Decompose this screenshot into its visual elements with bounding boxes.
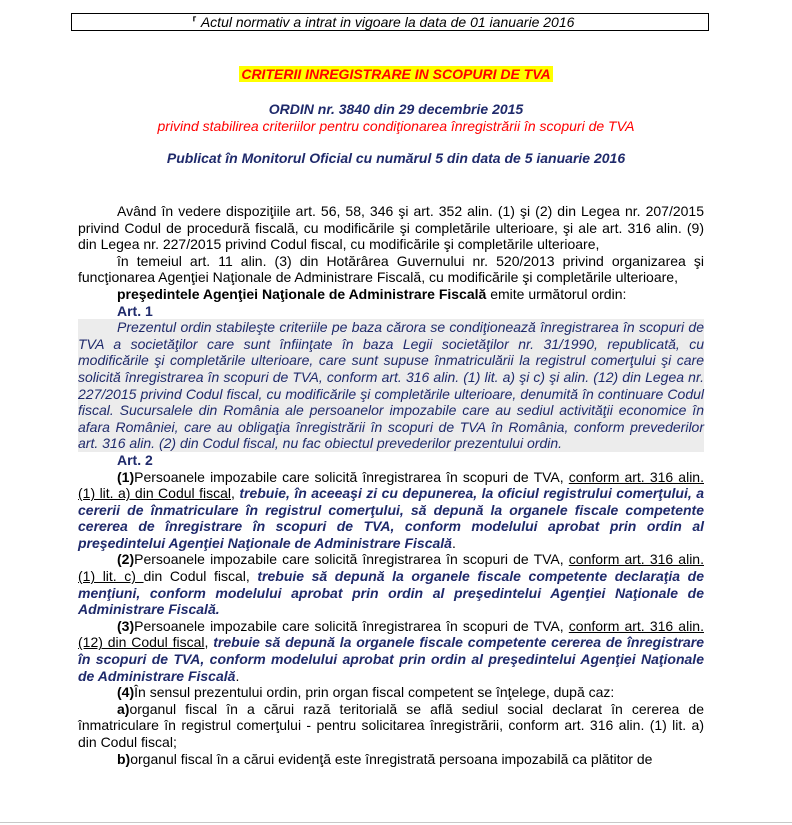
emphasized-text: trebuie să depună la organele fiscale competente cererea de înregistrare în scopuri de TVA, conform modelului aprobat prin ordin al preşedintelui Agenţiei Naţionale de Administrare Fiscală: [78, 634, 705, 684]
paragraph-text: ,: [230, 485, 240, 502]
paragraph-text: organul fiscal în a cărui evidenţă este înregistrată persoana impozabilă ca plătitor de: [130, 750, 653, 767]
letter-marker: b): [117, 750, 131, 767]
paragraph-text: .: [451, 534, 456, 551]
paragraph-text: Persoanele impozabile care solicită înregistrarea în scopuri de TVA,: [134, 617, 569, 634]
effective-date-notice: [71, 13, 709, 31]
article-2-paragraph-4: [78, 684, 704, 701]
article-2-letter-b: [78, 751, 704, 768]
publication-note: Publicat în Monitorul Oficial cu numărul 5 din data de 5 ianuarie 2016: [166, 150, 626, 166]
paragraph-text: .: [235, 667, 240, 684]
letter-marker: a): [117, 700, 130, 717]
paragraph-text: organul fiscal în a cărui rază teritorială se află sediul social declarat în cererea de înmatriculare în registrul comerţului - pentru solicitarea înregistrării, conform art. 316 alin. (1) lit. a) din Codul fiscal;: [78, 700, 704, 750]
issuer-action: emite următorul ordin:: [486, 285, 627, 302]
paragraph-text: Persoanele impozabile care solicită înregistrarea în scopuri de TVA,: [134, 468, 569, 485]
legal-reference-link[interactable]: conform art. 316 alin. (12) din Codul fiscal: [78, 617, 704, 651]
issuer: preşedintele Agenţiei Naţionale de Administrare Fiscală: [117, 285, 487, 302]
paragraph-text: În sensul prezentului ordin, prin organ fiscal competent se înţelege, după caz:: [134, 684, 615, 701]
order-subject: privind stabilirea criteriilor pentru condiţionarea înregistrării în scopuri de TVA: [157, 118, 635, 134]
paragraph-text: Persoanele impozabile care solicită înregistrarea în scopuri de TVA,: [134, 551, 569, 568]
notice-text: Actul normativ a intrat in vigoare la data de 01 ianuarie 2016: [197, 14, 575, 30]
paragraph-number: (3): [117, 617, 135, 634]
legal-reference-link[interactable]: conform art. 316 alin. (1) lit. a) din Codul fiscal: [78, 468, 704, 502]
preamble-paragraph-1: Având în vedere dispoziţiile art. 56, 58, 346 şi art. 352 alin. (1) şi (2) din Legea nr. 207/2015 privind Codul de procedură fiscală, cu modificările şi completările ulterioare, şi ale art. 316 alin. (9) din Legea nr. 227/2015 privind Codul fiscal, cu modificările şi completările ulterioare,: [78, 203, 704, 253]
article-1-heading: Art. 1: [117, 302, 153, 319]
page-bottom-divider: [0, 822, 792, 823]
paragraph-number: (1): [117, 468, 135, 485]
article-1-text: Prezentul ordin stabileşte criteriile pe baza cărora se condiţionează înregistrarea în scopuri de TVA a societăţilor care sunt înfiinţate în baza Legii societăţilor nr. 31/1990, republicată, cu modificările şi completările ulterioare, care sunt supuse înmatriculării la registrul comerţului şi care solicită înregistrarea în scopuri de TVA, conform art. 316 alin. (1) lit. a) şi c) şi alin. (12) din Legea nr. 227/2015 privind Codul fiscal, cu modificările şi completările ulterioare, denumită în continuare Codul fiscal. Sucursalele din România ale persoanelor impozabile care au sediul activităţii economice în afara României, care au obligaţia înregistrării în scopuri de TVA în România, conform prevederilor art. 316 alin. (2) din Codul fiscal, nu fac obiectul prevederilor prezentului ordin.: [78, 319, 704, 452]
paragraph-text: din Codul fiscal,: [143, 568, 258, 585]
order-number: ORDIN nr. 3840 din 29 decembrie 2015: [268, 101, 524, 117]
emphasized-text: trebuie, în aceeaşi zi cu depunerea, la oficiul registrului comerţului, a cererii de înmatriculare în registrul comerţului, să depună la organele fiscale competente cererea de înregistrare în scopuri de TVA, conform modelului aprobat prin ordin al preşedintelui Agenţiei Naţionale de Administrare Fiscală: [78, 485, 704, 551]
emphasized-text: trebuie să depună la organele fiscale competente declaraţia de menţiuni, conform modelului aprobat prin ordin al preşedintelui Agenţiei Naţionale de Administrare Fiscală.: [78, 568, 705, 618]
article-2-paragraph-3: [78, 618, 704, 684]
paragraph-number: (4): [117, 684, 135, 701]
article-2-letter-a: [78, 701, 704, 751]
document-body: [78, 203, 704, 767]
article-2-heading: Art. 2: [117, 451, 153, 468]
title-block: [0, 66, 792, 84]
article-2-paragraph-1: [78, 469, 704, 552]
paragraph-text: ,: [204, 634, 214, 651]
document-title: CRITERII INREGISTRARE IN SCOPURI DE TVA: [241, 66, 551, 82]
preamble-paragraph-2: în temeiul art. 11 alin. (3) din Hotărârea Guvernului nr. 520/2013 privind organizarea şi funcţionarea Agenţiei Naţionale de Administrare Fiscală, cu modificările şi completările ulterioare,: [78, 252, 704, 286]
preamble-paragraph-3: [78, 286, 704, 303]
legal-reference-link[interactable]: conform art. 316 alin. (1) lit. c): [78, 551, 704, 585]
paragraph-number: (2): [117, 551, 135, 568]
article-2-paragraph-2: [78, 551, 704, 617]
notice-marker-icon: ⸢: [192, 14, 198, 30]
